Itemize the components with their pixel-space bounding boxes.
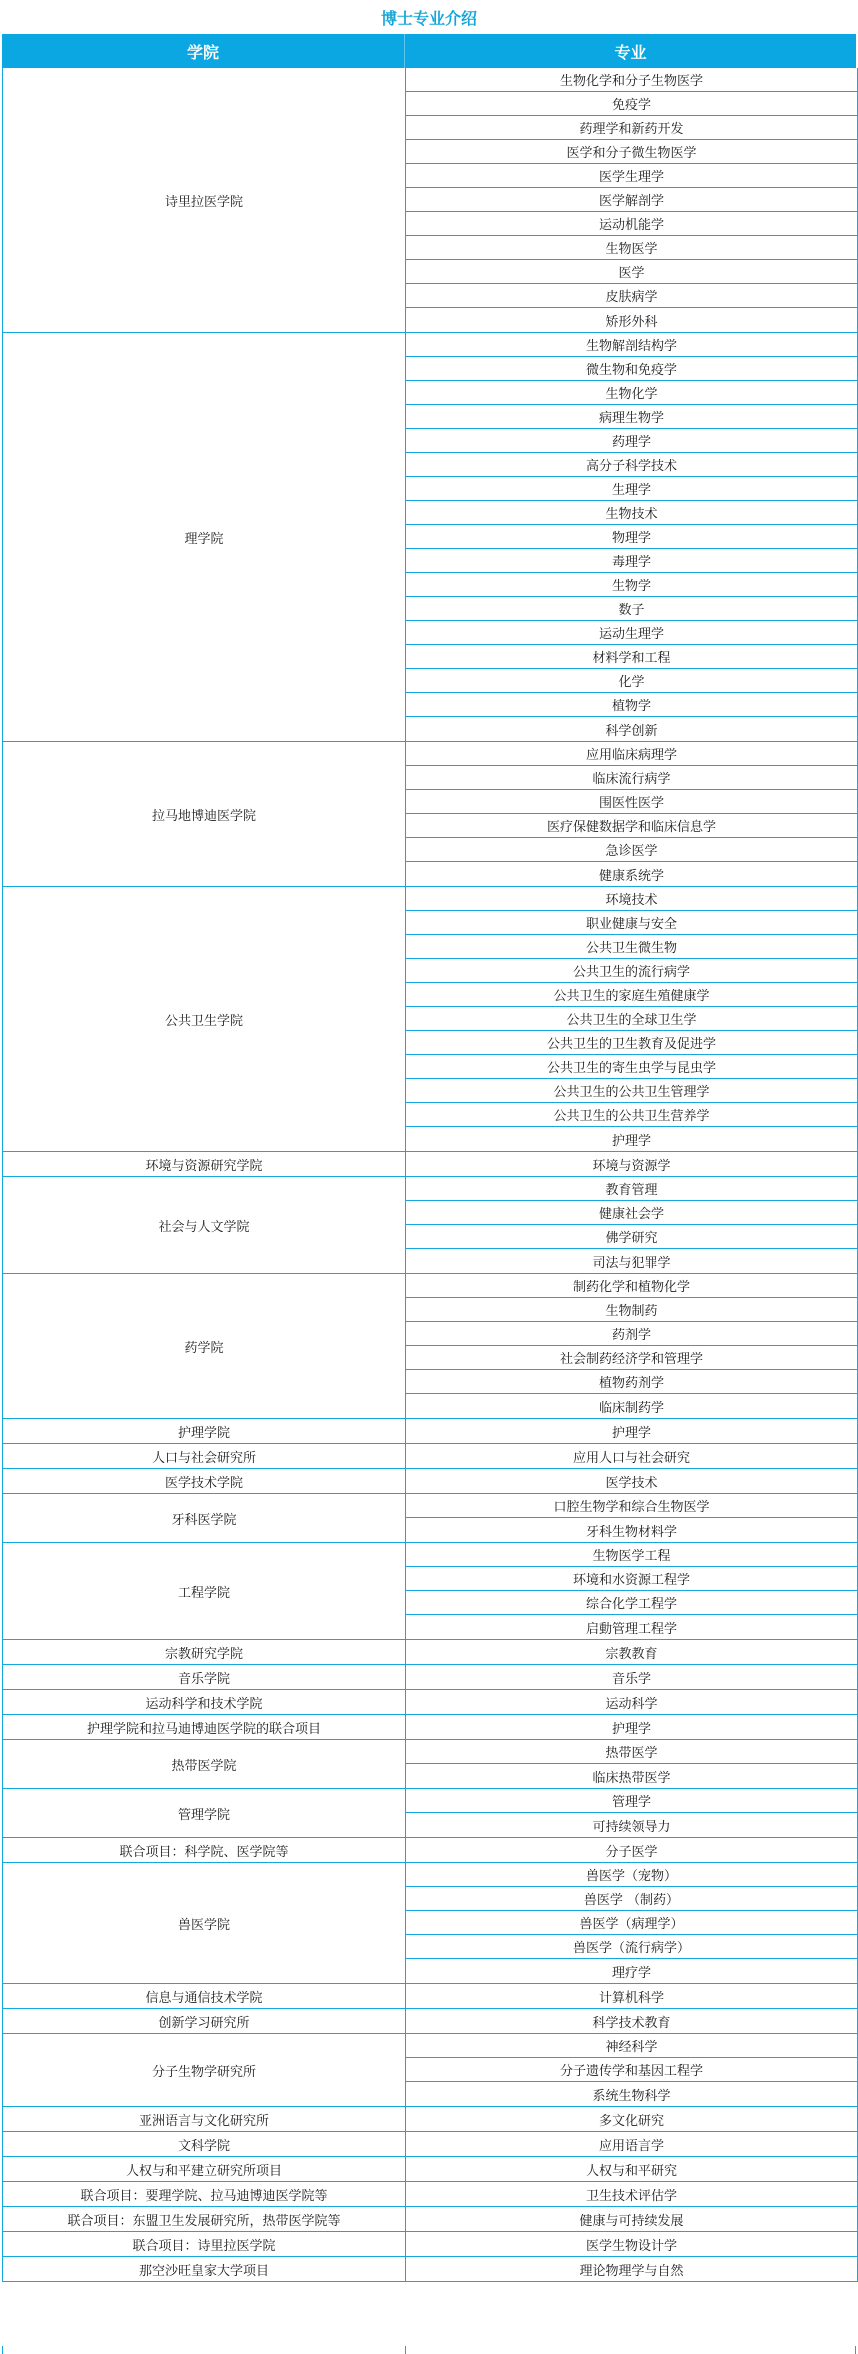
major-cell: 免疫学: [406, 92, 857, 116]
major-cell: 公共卫生微生物: [406, 935, 857, 959]
school-group: [3, 1838, 857, 1863]
school-group: [3, 68, 857, 333]
major-list: [406, 2132, 857, 2156]
major-cell: 护理学: [611, 1425, 651, 1441]
major-cell: 高分子科学技术: [406, 453, 857, 477]
major-cell: 化学: [406, 669, 857, 693]
major-cell: 植物学: [406, 693, 857, 717]
major-cell: 佛学研究: [406, 1225, 857, 1249]
major-cell: 生理学: [406, 477, 857, 501]
major-cell: 医学和分子微生物医学: [406, 140, 857, 164]
school-column-header: 学院: [2, 34, 405, 68]
school-name: 护理学院和拉马迪博迪医学院的联合项目: [3, 1715, 406, 1739]
major-cell: 毒理学: [406, 549, 857, 573]
major-list: [406, 1274, 857, 1418]
major-cell: 综合化学工程学: [406, 1591, 857, 1615]
major-cell: 护理学: [611, 1721, 651, 1737]
major-list: [406, 1838, 857, 1862]
major-cell: 药剂学: [406, 1322, 857, 1346]
major-cell: 环境技术: [406, 887, 857, 911]
major-cell: 护理学: [611, 1133, 651, 1149]
school-group: [3, 887, 857, 1152]
filler-left-cell: [2, 2346, 406, 2354]
major-list: [406, 2157, 857, 2181]
major-cell: 司法与犯罪学: [592, 1255, 671, 1271]
major-list: [406, 1665, 857, 1689]
filler-right-cell: [406, 2346, 856, 2354]
major-cell: 科学创新: [605, 723, 658, 739]
major-cell: 兽医学 （制药）: [406, 1887, 857, 1911]
major-cell: 分子遗传学和基因工程学: [406, 2058, 857, 2082]
school-name: 联合项目：要理学院、拉马迪博迪医学院等: [3, 2182, 406, 2206]
major-list: [406, 2257, 857, 2281]
major-cell: 材料学和工程: [406, 645, 857, 669]
major-cell: 应用人口与社会研究: [572, 1450, 690, 1466]
school-name: 联合项目：诗里拉医学院: [3, 2232, 406, 2256]
school-group: [3, 333, 857, 742]
major-cell: 医学生理学: [406, 164, 857, 188]
major-cell: 管理学: [406, 1789, 857, 1813]
school-name: 环境与资源研究学院: [3, 1152, 406, 1176]
major-list: [406, 887, 857, 1151]
major-cell: 公共卫生的家庭生殖健康学: [406, 983, 857, 1007]
major-cell: 理疗学: [611, 1965, 651, 1981]
major-cell: 生物学: [406, 573, 857, 597]
school-name: 拉马地博迪医学院: [3, 742, 406, 886]
major-cell: 公共卫生的流行病学: [406, 959, 857, 983]
school-group: [3, 1469, 857, 1494]
major-list: [406, 1789, 857, 1837]
school-name: 宗教研究学院: [3, 1640, 406, 1664]
major-list: [406, 1740, 857, 1788]
major-cell: 公共卫生的公共卫生营养学: [406, 1103, 857, 1127]
major-cell: 医学解剖学: [406, 188, 857, 212]
major-list: [406, 1984, 857, 2008]
major-cell: 物理学: [406, 525, 857, 549]
school-group: [3, 2034, 857, 2107]
school-name: 工程学院: [3, 1543, 406, 1639]
school-name: 文科学院: [3, 2132, 406, 2156]
major-cell: 卫生技术评估学: [585, 2188, 677, 2204]
school-group: [3, 1274, 857, 1419]
major-cell: 矫形外科: [605, 314, 658, 330]
major-cell: 临床热带医学: [592, 1770, 671, 1786]
school-group: [3, 1984, 857, 2009]
major-cell: 运动科学: [605, 1696, 658, 1712]
school-group: [3, 2107, 857, 2132]
major-list: [406, 2207, 857, 2231]
school-name: 社会与人文学院: [3, 1177, 406, 1273]
major-cell: 微生物和免疫学: [406, 357, 857, 381]
school-group: [3, 1863, 857, 1984]
major-cell: 围医性医学: [406, 790, 857, 814]
school-name: 联合项目：科学院、医学院等: [3, 1838, 406, 1862]
major-cell: 教育管理: [406, 1177, 857, 1201]
major-cell: 理论物理学与自然: [579, 2263, 684, 2279]
major-cell: 分子医学: [605, 1844, 658, 1860]
school-group: [3, 2257, 857, 2282]
major-cell: 医学生物设计学: [585, 2238, 677, 2254]
major-list: [406, 1715, 857, 1739]
school-group: [3, 2232, 857, 2257]
school-group: [3, 2182, 857, 2207]
school-name: 牙科医学院: [3, 1494, 406, 1542]
major-list: [406, 1690, 857, 1714]
school-group: [3, 2132, 857, 2157]
major-list: [406, 1444, 857, 1468]
major-list: [406, 742, 857, 886]
major-cell: 多文化研究: [598, 2113, 664, 2129]
major-cell: 科学技术教育: [592, 2015, 671, 2031]
major-cell: 计算机科学: [598, 1990, 664, 2006]
major-cell: 公共卫生的全球卫生学: [406, 1007, 857, 1031]
major-cell: 启動管理工程学: [585, 1621, 677, 1637]
major-list: [406, 2107, 857, 2131]
major-cell: 药理学和新药开发: [406, 116, 857, 140]
school-name: 管理学院: [3, 1789, 406, 1837]
major-cell: 临床流行病学: [406, 766, 857, 790]
major-list: [406, 1177, 857, 1273]
major-cell: 生物化学: [406, 381, 857, 405]
school-group: [3, 1152, 857, 1177]
major-cell: 生物解剖结构学: [406, 333, 857, 357]
major-cell: 数子: [406, 597, 857, 621]
school-name: 音乐学院: [3, 1665, 406, 1689]
major-list: [406, 2232, 857, 2256]
major-cell: 病理生物学: [406, 405, 857, 429]
major-cell: 制药化学和植物化学: [406, 1274, 857, 1298]
school-group: [3, 2207, 857, 2232]
major-cell: 人权与和平研究: [585, 2163, 677, 2179]
major-cell: 系统生物科学: [592, 2088, 671, 2104]
major-cell: 急诊医学: [406, 838, 857, 862]
school-group: [3, 1640, 857, 1665]
major-cell: 运动生理学: [406, 621, 857, 645]
school-name: 创新学习研究所: [3, 2009, 406, 2033]
major-cell: 生物制药: [406, 1298, 857, 1322]
table-header: [2, 34, 856, 68]
major-cell: 医疗保健数据学和临床信息学: [406, 814, 857, 838]
school-name: 运动科学和技术学院: [3, 1690, 406, 1714]
program-table: [2, 68, 858, 2282]
major-cell: 生物化学和分子生物医学: [406, 68, 857, 92]
major-cell: 兽医学（流行病学）: [406, 1935, 857, 1959]
major-cell: 职业健康与安全: [406, 911, 857, 935]
major-cell: 皮肤病学: [406, 284, 857, 308]
school-group: [3, 742, 857, 887]
major-list: [406, 2182, 857, 2206]
school-group: [3, 2009, 857, 2034]
major-cell: 公共卫生的卫生教育及促进学: [406, 1031, 857, 1055]
school-name: 药学院: [3, 1274, 406, 1418]
school-name: 亚洲语言与文化研究所: [3, 2107, 406, 2131]
major-list: [406, 333, 857, 741]
major-cell: 医学: [406, 260, 857, 284]
school-name: 诗里拉医学院: [3, 68, 406, 332]
major-cell: 音乐学: [611, 1671, 651, 1687]
school-group: [3, 1665, 857, 1690]
major-cell: 健康与可持续发展: [579, 2213, 684, 2229]
school-group: [3, 1543, 857, 1640]
major-list: [406, 1469, 857, 1493]
major-cell: 植物药剂学: [406, 1370, 857, 1394]
major-column-header: 专业: [614, 42, 647, 62]
school-group: [3, 1177, 857, 1274]
major-cell: 应用语言学: [598, 2138, 664, 2154]
major-cell: 热带医学: [406, 1740, 857, 1764]
major-list: [406, 1543, 857, 1639]
school-name: 医学技术学院: [3, 1469, 406, 1493]
school-name: 那空沙旺皇家大学项目: [3, 2257, 406, 2281]
major-list: [406, 1640, 857, 1664]
major-cell: 健康社会学: [406, 1201, 857, 1225]
major-cell: 运动机能学: [406, 212, 857, 236]
major-cell: 环境和水资源工程学: [406, 1567, 857, 1591]
major-cell: 可持续领导力: [592, 1819, 671, 1835]
school-group: [3, 2157, 857, 2182]
page-title: 博士专业介绍: [0, 0, 858, 34]
school-group: [3, 1494, 857, 1543]
major-cell: 生物医学: [406, 236, 857, 260]
school-group: [3, 1715, 857, 1740]
major-cell: 神经科学: [406, 2034, 857, 2058]
major-cell: 兽医学（病理学）: [406, 1911, 857, 1935]
school-group: [3, 1789, 857, 1838]
major-list: [406, 1863, 857, 1983]
school-name: 兽医学院: [3, 1863, 406, 1983]
major-cell: 应用临床病理学: [406, 742, 857, 766]
major-list: [406, 1152, 857, 1176]
table-continuation: [2, 2346, 856, 2354]
school-group: [3, 1690, 857, 1715]
school-name: 分子生物学研究所: [3, 2034, 406, 2106]
major-cell: 生物医学工程: [406, 1543, 857, 1567]
major-list: [406, 2034, 857, 2106]
major-list: [406, 1419, 857, 1443]
major-cell: 公共卫生的公共卫生管理学: [406, 1079, 857, 1103]
major-cell: 公共卫生的寄生虫学与昆虫学: [406, 1055, 857, 1079]
school-name: 信息与通信技术学院: [3, 1984, 406, 2008]
major-cell: 健康系统学: [598, 868, 664, 884]
major-list: [406, 2009, 857, 2033]
school-name: 人权与和平建立研究所项目: [3, 2157, 406, 2181]
school-group: [3, 1419, 857, 1444]
school-name: 理学院: [3, 333, 406, 741]
school-name: 人口与社会研究所: [3, 1444, 406, 1468]
school-name: 热带医学院: [3, 1740, 406, 1788]
major-list: [406, 68, 857, 332]
school-name: 公共卫生学院: [3, 887, 406, 1151]
major-cell: 生物技术: [406, 501, 857, 525]
major-cell: 药理学: [406, 429, 857, 453]
major-cell: 临床制药学: [598, 1400, 664, 1416]
school-group: [3, 1444, 857, 1469]
major-cell: 社会制药经济学和管理学: [406, 1346, 857, 1370]
major-cell: 医学技术: [605, 1475, 658, 1491]
school-name: 护理学院: [3, 1419, 406, 1443]
school-name: 联合项目：东盟卫生发展研究所，热带医学院等: [3, 2207, 406, 2231]
major-cell: 口腔生物学和综合生物医学: [406, 1494, 857, 1518]
major-cell: 环境与资源学: [592, 1158, 671, 1174]
major-cell: 宗教教育: [605, 1646, 658, 1662]
major-cell: 兽医学（宠物）: [406, 1863, 857, 1887]
major-cell: 牙科生物材料学: [585, 1524, 677, 1540]
major-list: [406, 1494, 857, 1542]
school-group: [3, 1740, 857, 1789]
